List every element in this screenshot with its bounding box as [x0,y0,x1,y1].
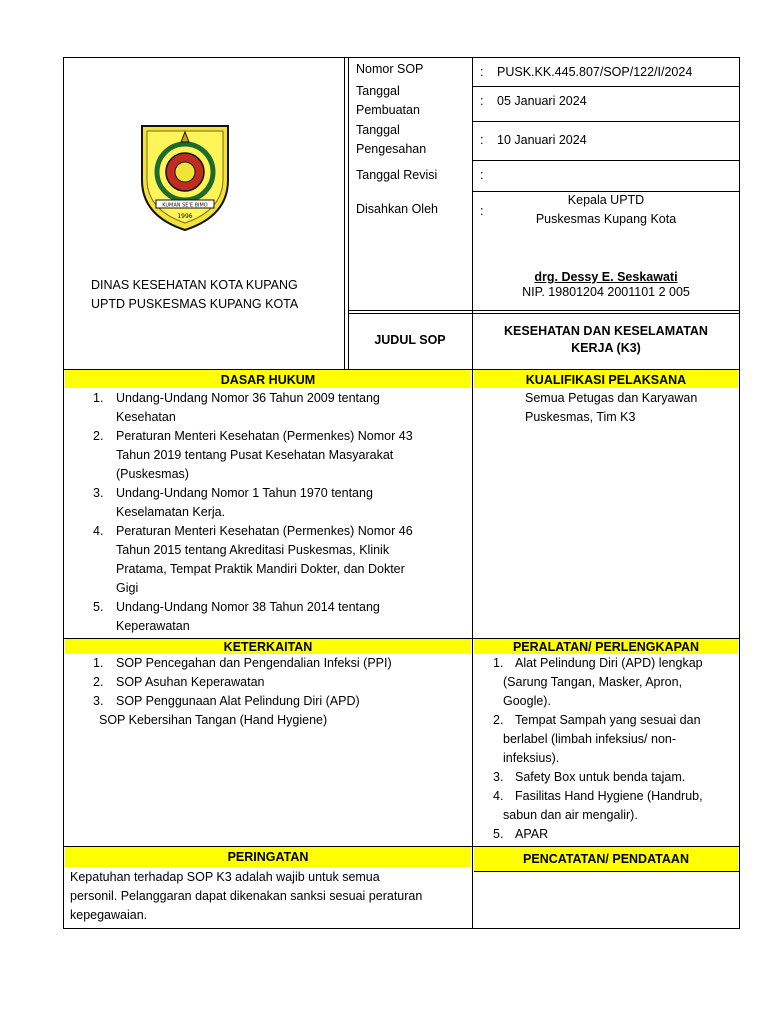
dasar-hukum-title: DASAR HUKUM [220,373,316,387]
list-item: 3. SOP Penggunaan Alat Pelindung Diri (APD) [93,694,360,708]
list-item: 2. SOP Asuhan Keperawatan [93,675,265,689]
label-disahkan-oleh: Disahkan Oleh [356,202,438,216]
judul-sop-label: JUDUL SOP [374,333,446,347]
org-name-line1: DINAS KESEHATAN KOTA KUPANG [91,278,298,292]
peralatan-list [493,654,732,844]
approver-name: drg. Dessy E. Seskawati [534,270,678,284]
label-tanggal-revisi: Tanggal Revisi [356,168,438,182]
label-tanggal-pembuatan: Tanggal Pembuatan [356,84,420,117]
list-item: 4. Fasilitas Hand Hygiene (Handrub, sabun dan air mengalir). [493,789,703,822]
header-divider-2 [348,57,349,369]
header-divider-1 [344,57,345,369]
row-line [472,160,740,161]
body-divider [472,369,473,929]
list-item: 2. Peraturan Menteri Kesehatan (Permenkes) Nomor 43 Tahun 2019 tentang Pusat Kesehatan Masyarakat (Puskesmas) [93,429,413,481]
list-item: 3. Safety Box untuk benda tajam. [493,770,686,784]
label-nomor-sop: Nomor SOP [356,62,424,76]
pencatatan-title: PENCATATAN/ PENDATAAN [523,852,689,866]
table-border-left [63,57,64,929]
row-line [474,871,739,872]
colon: : [480,94,484,108]
table-border-top [63,57,740,58]
peralatan-title: PERALATAN/ PERLENGKAPAN [512,640,700,654]
kualifikasi-title: KUALIFIKASI PELAKSANA [525,373,687,387]
row-line [472,121,740,122]
judul-sop-line1: KESEHATAN DAN KESELAMATAN [504,324,708,338]
organization-logo [136,120,234,232]
svg-text:KUMAN SE'E BIMO: KUMAN SE'E BIMO [162,202,208,209]
table-border-bottom [63,928,740,929]
approver-title-1: Kepala UPTD [567,193,645,207]
judul-sop-line2: KERJA (K3) [571,341,641,355]
approver-title-2: Puskesmas Kupang Kota [535,212,677,226]
list-item: 4. Peraturan Menteri Kesehatan (Permenkes) Nomor 46 Tahun 2015 tentang Akreditasi Puskesmas, Klinik Pratama, Tempat Praktik Mandiri Dokter, dan Dokter Gigi [93,524,413,595]
approver-nip: NIP. 19801204 2001101 2 005 [522,285,690,299]
peringatan-text: Kepatuhan terhadap SOP K3 adalah wajib untuk semua personil. Pelanggaran dapat dikenakan sanksi sesuai peraturan kepegawaian. [70,870,423,922]
svg-text:1996: 1996 [177,213,193,220]
keterkaitan-extra-item: SOP Kebersihan Tangan (Hand Hygiene) [99,713,328,727]
list-item: 2. Tempat Sampah yang sesuai dan berlabel (limbah infeksius/ non- infeksius). [493,713,701,765]
keterkaitan-title: KETERKAITAN [223,640,313,654]
list-item: 5. APAR [493,827,549,841]
table-border-right [739,57,740,929]
colon: : [480,133,484,147]
org-name-line2: UPTD PUSKESMAS KUPANG KOTA [91,297,299,311]
peringatan-title: PERINGATAN [227,850,309,864]
value-nomor-sop: PUSK.KK.445.807/SOP/122/I/2024 [497,65,693,79]
dasar-hukum-list [93,389,465,636]
list-item: 1. Undang-Undang Nomor 36 Tahun 2009 tentang Kesehatan [93,391,380,424]
list-item: 1. Alat Pelindung Diri (APD) lengkap (Sarung Tangan, Masker, Apron, Google). [493,656,703,708]
row-line [472,86,740,87]
label-tanggal-pengesahan: Tanggal Pengesahan [356,123,427,156]
row-line [348,313,740,314]
row-line [348,310,740,311]
colon: : [480,65,484,79]
list-item: 3. Undang-Undang Nomor 1 Tahun 1970 tentang Keselamatan Kerja. [93,486,373,519]
list-item: 5. Undang-Undang Nomor 38 Tahun 2014 tentang Keperawatan [93,600,380,633]
value-tanggal-pengesahan: 10 Januari 2024 [497,133,587,147]
keterkaitan-list [93,654,465,711]
value-tanggal-pembuatan: 05 Januari 2024 [497,94,587,108]
kualifikasi-text: Semua Petugas dan Karyawan Puskesmas, Tim K3 [525,391,698,424]
colon: : [480,168,484,182]
list-item: 1. SOP Pencegahan dan Pengendalian Infeksi (PPI) [93,656,392,670]
colon: : [480,204,484,218]
